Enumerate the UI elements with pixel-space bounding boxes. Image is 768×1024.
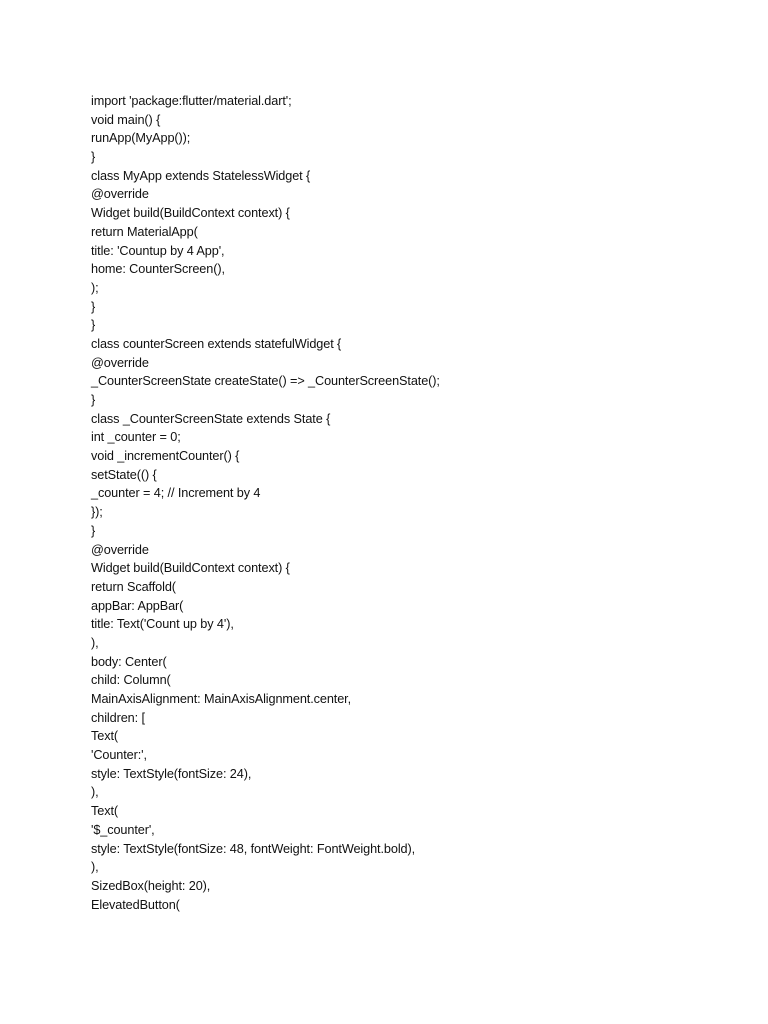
code-line: } <box>91 393 96 407</box>
code-line: ElevatedButton( <box>91 897 180 912</box>
code-line: Widget build(BuildContext context) { <box>91 561 290 576</box>
code-line: ), <box>91 860 99 875</box>
code-line: class _CounterScreenState extends State { <box>91 411 331 426</box>
code-line: @override <box>91 187 149 202</box>
code-line: @override <box>91 355 149 370</box>
code-line: home: CounterScreen(), <box>91 262 225 277</box>
code-line: import 'package:flutter/material.dart'; <box>91 94 292 108</box>
code-line: void main() { <box>91 112 161 127</box>
code-line: } <box>91 299 96 314</box>
code-line: title: 'Countup by 4 App', <box>91 243 225 258</box>
code-line: _counter = 4; // Increment by 4 <box>91 486 261 501</box>
code-line: int _counter = 0; <box>91 430 181 445</box>
code-line: Text( <box>91 729 118 744</box>
code-line: body: Center( <box>91 654 167 669</box>
code-line: setState(() { <box>91 467 157 482</box>
code-line: class counterScreen extends statefulWidget { <box>91 336 342 351</box>
code-line: 'Counter:', <box>91 748 147 763</box>
code-line: ), <box>91 635 99 650</box>
code-line: void _incrementCounter() { <box>91 449 240 464</box>
code-line: }); <box>91 505 103 520</box>
code-line: style: TextStyle(fontSize: 24), <box>91 766 252 781</box>
code-line: @override <box>91 542 149 557</box>
code-line: MainAxisAlignment: MainAxisAlignment.center, <box>91 692 352 706</box>
code-line: title: Text('Count up by 4'), <box>91 617 234 632</box>
code-line: return Scaffold( <box>91 579 176 594</box>
code-line: } <box>91 523 96 538</box>
code-line: style: TextStyle(fontSize: 48, fontWeight: FontWeight.bold), <box>91 841 416 856</box>
code-line: } <box>91 318 96 333</box>
code-line: _CounterScreenState createState() => _CounterScreenState(); <box>91 374 440 389</box>
code-line: '$_counter', <box>91 822 155 837</box>
code-line: ); <box>91 280 99 295</box>
code-line: SizedBox(height: 20), <box>91 878 211 893</box>
code-line: appBar: AppBar( <box>91 598 184 613</box>
code-line: class MyApp extends StatelessWidget { <box>91 168 311 183</box>
code-line: Widget build(BuildContext context) { <box>91 206 290 221</box>
code-line: runApp(MyApp()); <box>91 131 191 146</box>
code-text-block <box>91 92 440 914</box>
code-line: return MaterialApp( <box>91 224 198 239</box>
code-line: Text( <box>91 804 118 819</box>
code-line: child: Column( <box>91 673 171 688</box>
code-line: children: [ <box>91 710 145 725</box>
code-line: } <box>91 150 96 165</box>
code-line: ), <box>91 785 99 800</box>
